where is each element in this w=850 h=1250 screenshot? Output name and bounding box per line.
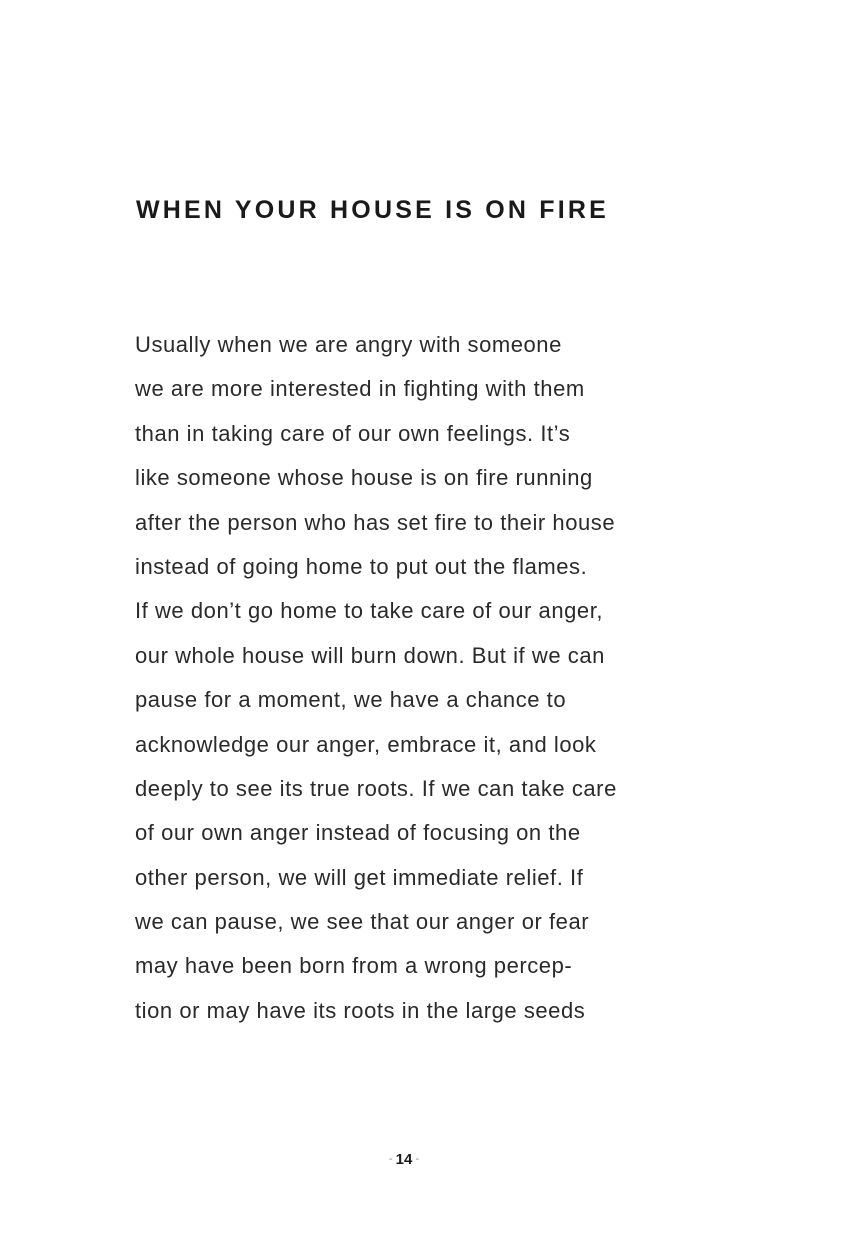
body-line: we can pause, we see that our anger or fear	[135, 909, 590, 935]
body-text	[135, 328, 735, 1038]
body-line: tion or may have its roots in the large seeds	[135, 997, 586, 1023]
page-number-dash-left: -	[388, 1153, 393, 1165]
body-line: deeply to see its true roots. If we can take care	[135, 775, 617, 801]
body-line: instead of going home to put out the flames.	[135, 553, 588, 579]
page-number-value: 14	[395, 1151, 413, 1168]
body-line: of our own anger instead of focusing on the	[135, 820, 581, 846]
chapter-title: WHEN YOUR HOUSE IS ON FIRE	[136, 196, 610, 224]
body-line: our whole house will burn down. But if we can	[135, 642, 605, 668]
body-line: acknowledge our anger, embrace it, and look	[135, 731, 597, 757]
page-number-dash-right: -	[415, 1153, 420, 1165]
body-line: than in taking care of our own feelings. It’s	[135, 420, 571, 446]
body-line: may have been born from a wrong percep-	[135, 953, 573, 979]
body-line: pause for a moment, we have a chance to	[135, 687, 567, 713]
page-number	[0, 1148, 808, 1171]
body-line: we are more interested in fighting with them	[135, 376, 585, 402]
body-line: like someone whose house is on fire running	[135, 465, 593, 491]
body-line: If we don’t go home to take care of our anger,	[135, 598, 604, 624]
body-line: after the person who has set fire to their house	[135, 509, 616, 535]
body-line: other person, we will get immediate relief. If	[135, 864, 584, 890]
body-line: Usually when we are angry with someone	[135, 332, 562, 357]
